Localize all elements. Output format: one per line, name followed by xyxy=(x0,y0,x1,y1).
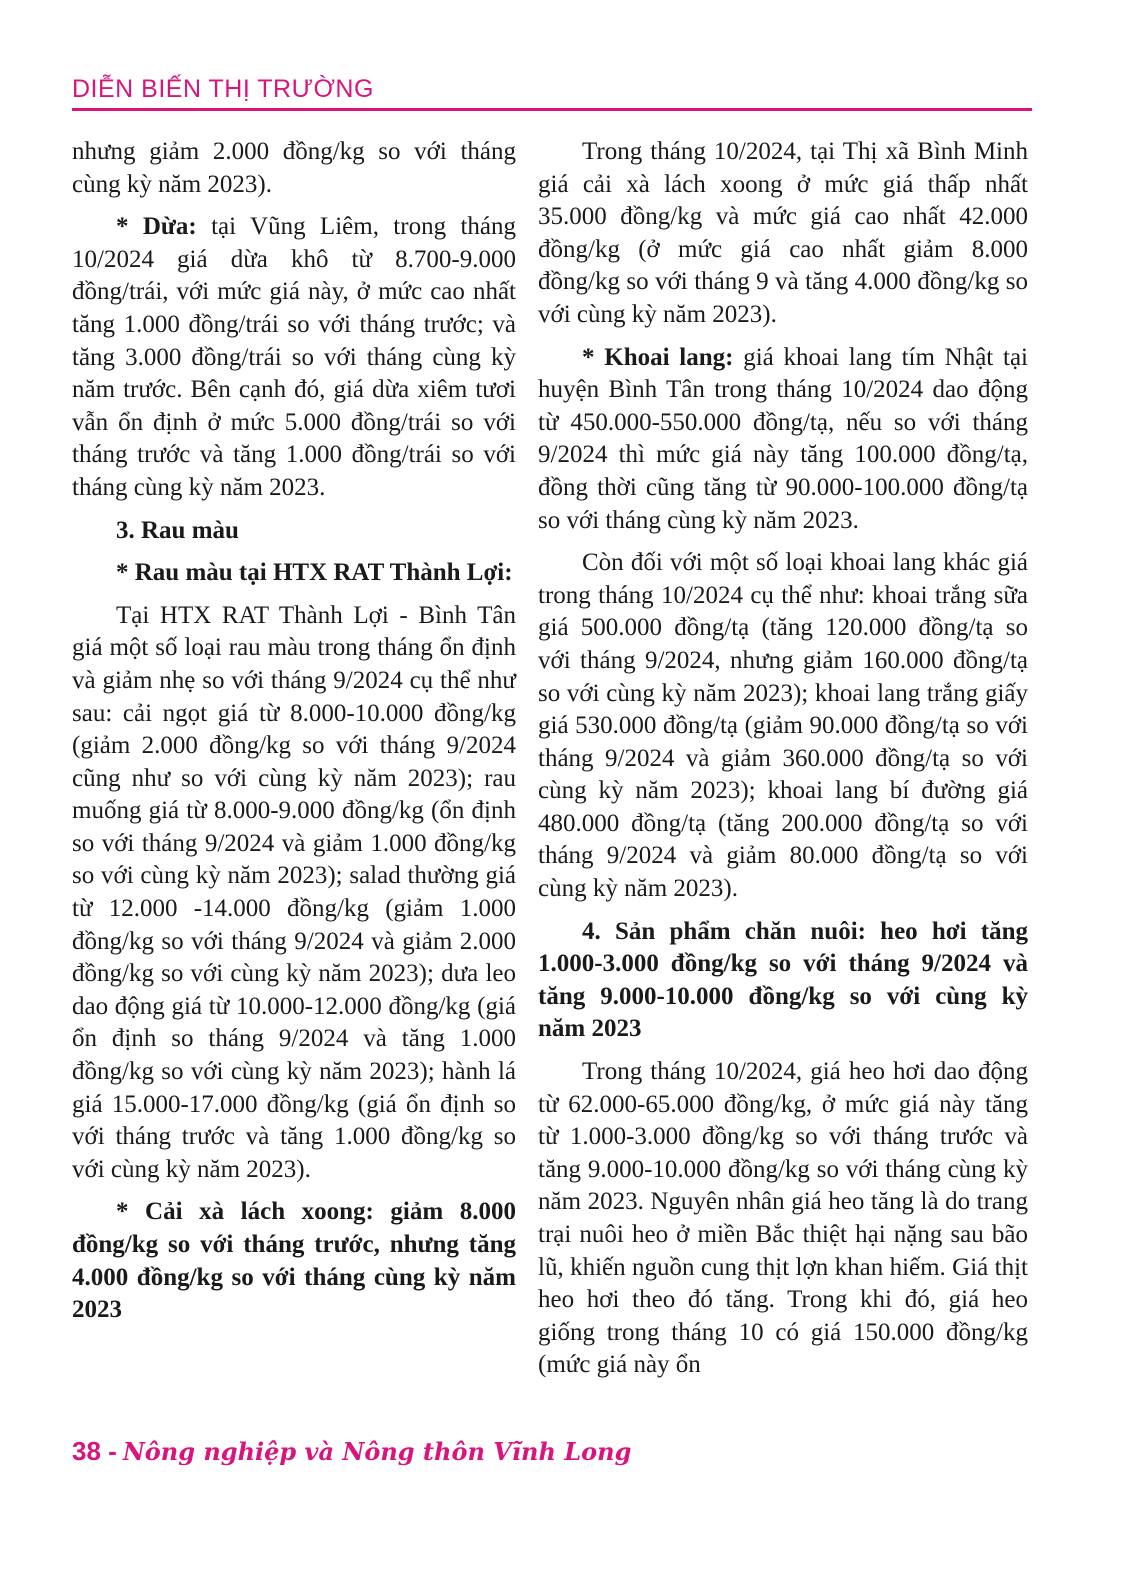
header-rule xyxy=(72,108,1032,111)
coconut-text: tại Vũng Liêm, trong tháng 10/2024 giá dừa khô từ 8.700-9.000 đồng/trái, với mức giá này, ở mức cao nhất tăng 1.000 đồng/trái so với tháng trước; và tăng 3.000 đồng/trái so với tháng cùng kỳ năm trước. Bên cạnh đó, giá dừa xiêm tươi vẫn ổn định ở mức 5.000 đồng/trái so với tháng trước và tăng 1.000 đồng/trái so với tháng cùng kỳ năm 2023. xyxy=(72,213,516,501)
heading-vegetables: 3. Rau màu xyxy=(116,516,239,544)
paragraph-coconut xyxy=(72,211,516,504)
heading-htx-rat: * Rau màu tại HTX RAT Thành Lợi: xyxy=(116,559,513,587)
right-column xyxy=(538,136,1028,1392)
heading-livestock: 4. Sản phẩm chăn nuôi: heo hơi tăng 1.000-3.000 đồng/kg so với tháng 9/2024 và tăng 9.000-10.000 đồng/kg so với cùng kỳ năm 2023 xyxy=(538,917,1028,1043)
paragraph-sweet-potato xyxy=(538,342,1028,538)
paragraph-watercress: Trong tháng 10/2024, tại Thị xã Bình Minh giá cải xà lách xoong ở mức giá thấp nhất 35.000 đồng/kg và mức giá cao nhất 42.000 đồng/kg (ở mức giá cao nhất giảm 8.000 đồng/kg so với tháng 9 và tăng 4.000 đồng/kg so với cùng kỳ năm 2023). xyxy=(538,138,1028,328)
heading-watercress: * Cải xà lách xoong: giảm 8.000 đồng/kg so với tháng trước, nhưng tăng 4.000 đồng/kg so với tháng cùng kỳ năm 2023 xyxy=(72,1198,516,1324)
section-label: DIỄN BIẾN THỊ TRƯỜNG xyxy=(72,75,374,103)
paragraph-continued: nhưng giảm 2.000 đồng/kg so với tháng cùng kỳ năm 2023). xyxy=(72,138,516,198)
sweet-potato-text: giá khoai lang tím Nhật tại huyện Bình Tân trong tháng 10/2024 dao động từ 450.000-550.000 đồng/tạ, nếu so với tháng 9/2024 thì mức giá này tăng 100.000 đồng/tạ, đồng thời cũng tăng từ 90.000-100.000 đồng/tạ so với tháng cùng kỳ năm 2023. xyxy=(538,343,1028,534)
page-number: 38 - xyxy=(72,1436,117,1466)
magazine-title: Nông nghiệp và Nông thôn Vĩnh Long xyxy=(122,1437,632,1466)
page-footer xyxy=(72,1436,631,1476)
page-header xyxy=(72,74,1032,111)
paragraph-htx-rat: Tại HTX RAT Thành Lợi - Bình Tân giá một số loại rau màu trong tháng ổn định và giảm nhẹ so với tháng 9/2024 cụ thể như sau: cải ngọt giá từ 8.000-10.000 đồng/kg (giảm 2.000 đồng/kg so với tháng 9/2024 cũng như so với cùng kỳ năm 2023); rau muống giá từ 8.000-9.000 đồng/kg (ổn định so với tháng 9/2024 và giảm 1.000 đồng/kg so với cùng kỳ năm 2023); salad thường giá từ 12.000 -14.000 đồng/kg (giảm 1.000 đồng/kg so với tháng 9/2024 và giảm 2.000 đồng/kg so với cùng kỳ năm 2023); dưa leo dao động giá từ 10.000-12.000 đồng/kg (giá ổn định so tháng 9/2024 và tăng 1.000 đồng/kg so với cùng kỳ năm 2023); hành lá giá 15.000-17.000 đồng/kg (giá ổn định so với tháng trước và tăng 1.000 đồng/kg so với cùng kỳ năm 2023). xyxy=(72,601,516,1183)
left-column xyxy=(72,136,516,1337)
paragraph-other-potato: Còn đối với một số loại khoai lang khác giá trong tháng 10/2024 cụ thể như: khoai trắng sữa giá 500.000 đồng/tạ (tăng 120.000 đồng/tạ so với tháng 9/2024, nhưng giảm 160.000 đồng/tạ so với cùng kỳ năm 2023); khoai lang trắng giấy giá 530.000 đồng/tạ (giảm 90.000 đồng/tạ so với tháng 9/2024 và giảm 360.000 đồng/tạ so với cùng kỳ năm 2023); khoai lang bí đường giá 480.000 đồng/tạ (tăng 200.000 đồng/tạ so với tháng 9/2024 và giảm 80.000 đồng/tạ so với cùng kỳ năm 2023). xyxy=(538,549,1028,903)
sweet-potato-label: * Khoai lang: xyxy=(582,343,734,371)
coconut-label: * Dừa: xyxy=(116,213,197,241)
paragraph-pig: Trong tháng 10/2024, giá heo hơi dao động từ 62.000-65.000 đồng/kg, ở mức giá này tăng từ 1.000-3.000 đồng/kg so với tháng trước và tăng 9.000-10.000 đồng/kg so với tháng cùng kỳ năm 2023. Nguyên nhân giá heo tăng là do trang trại nuôi heo ở miền Bắc thiệt hại nặng sau bão lũ, khiến nguồn cung thịt lợn khan hiếm. Giá thịt heo hơi theo đó tăng. Trong khi đó, giá heo giống trong tháng 10 có giá 150.000 đồng/kg (mức giá này ổn xyxy=(538,1058,1028,1379)
